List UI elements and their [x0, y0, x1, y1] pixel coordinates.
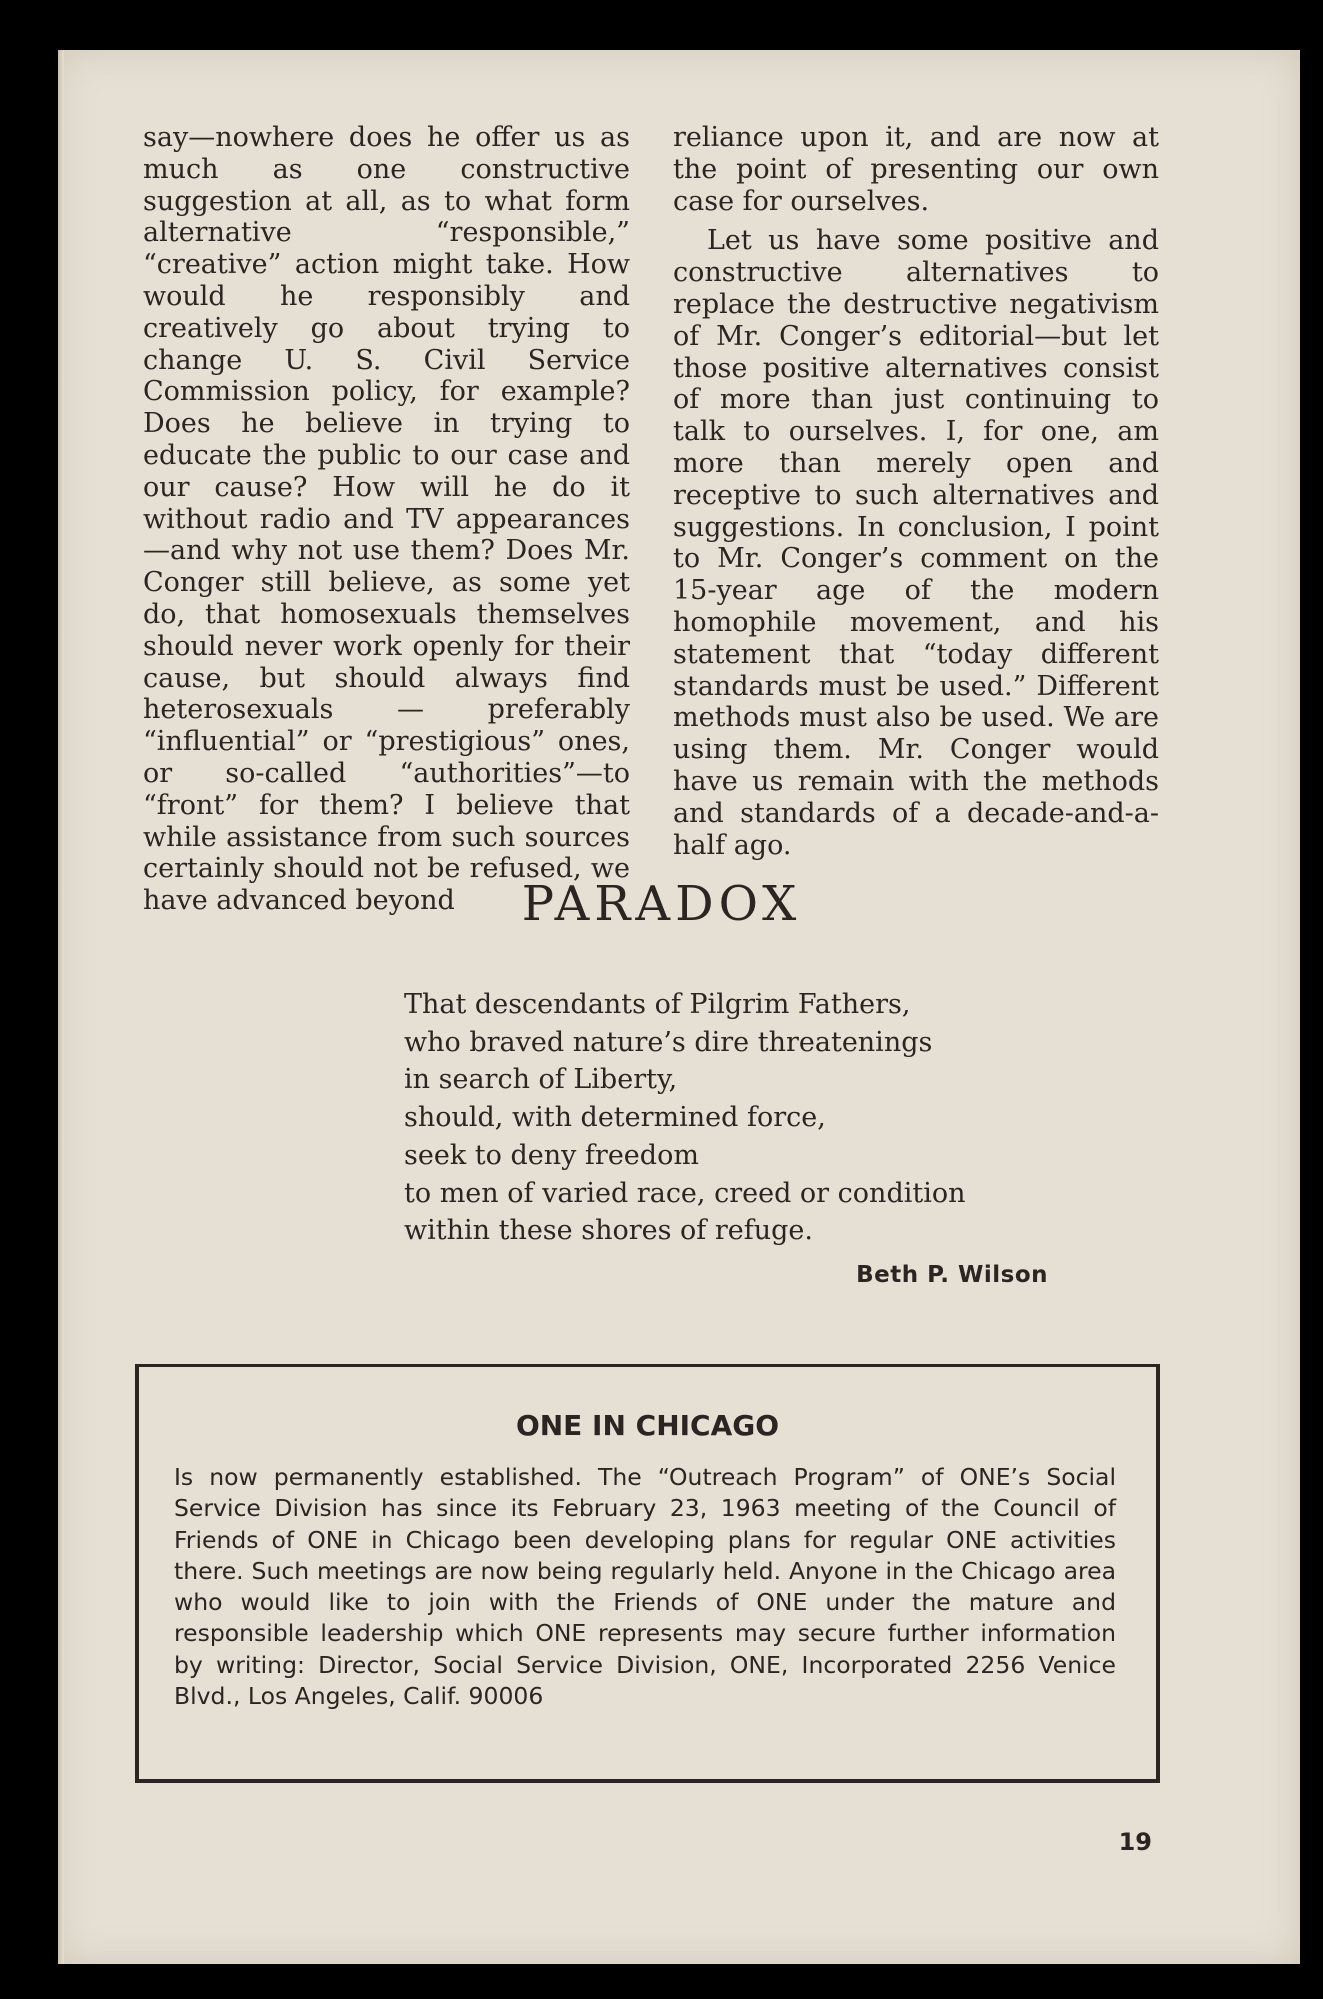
poem-line: in search of Liberty,: [404, 1064, 678, 1096]
right-column: [673, 122, 1159, 861]
poem-line: who braved nature’s dire threatenings: [404, 1026, 933, 1058]
poem-body: [404, 986, 1004, 1250]
notice-box: [135, 1364, 1160, 1783]
right-paragraph-1: reliance upon it, and are now at the point of presenting our own case for ourselves.: [673, 122, 1159, 217]
notice-title: ONE IN CHICAGO: [515, 1409, 780, 1442]
page-number: 19: [1118, 1828, 1152, 1856]
poem-author: Beth P. Wilson: [856, 1262, 1048, 1288]
poem-line: within these shores of refuge.: [404, 1215, 813, 1247]
poem-title: PARADOX: [521, 876, 802, 932]
left-column: [143, 122, 630, 917]
poem-line: That descendants of Pilgrim Fathers,: [404, 989, 911, 1020]
notice-body: Is now permanently established. The “Outreach Program” of ONE’s Social Service Division has since its February 23, 1963 meeting of the Council of Friends of ONE in Chicago been developing plans for regular ONE activities there. Such meetings are now being regularly held. Anyone in the Chicago area who would like to join with the Friends of ONE under the mature and responsible leadership which ONE represents may secure further information by writing: Director, Social Service Division, ONE, Incorporated 2256 Venice Blvd., Los Angeles, Calif. 90006: [174, 1463, 1116, 1711]
left-column-text: say—nowhere does he offer us as much as one constructive suggestion at all, as to what form alternative “responsible,” “creative” action might take. How would he responsibly and creatively go about trying to change U. S. Civil Service Commission policy, for example? Does he believe in trying to educate the public to our case and our cause? How will he do it without radio and TV appearances—and why not use them? Does Mr. Conger still believe, as some yet do, that homosexuals themselves should never work openly for their cause, but should always find heterosexuals — preferably “influential” or “prestigious” ones, or so-called “authorities”—to “front” for them? I believe that while assistance from such sources certainly should not be refused, we have advanced beyond: [143, 122, 630, 917]
right-paragraph-2: Let us have some positive and constructive alternatives to replace the destructive negativism of Mr. Conger’s editorial—but let those positive alternatives consist of more than just continuing to talk to ourselves. I, for one, am more than merely open and receptive to such alternatives and suggestions. In conclusion, I point to Mr. Conger’s comment on the 15-year age of the modern homophile movement, and his statement that “today different standards must be used.” Different methods must also be used. We are using them. Mr. Conger would have us remain with the methods and standards of a decade-and-a-half ago.: [673, 225, 1159, 861]
poem-line: seek to deny freedom: [404, 1139, 699, 1171]
poem-line: should, with determined force,: [404, 1102, 826, 1134]
page-edge-shadow: [58, 50, 64, 1964]
poem-line: to men of varied race, creed or condition: [404, 1177, 966, 1209]
